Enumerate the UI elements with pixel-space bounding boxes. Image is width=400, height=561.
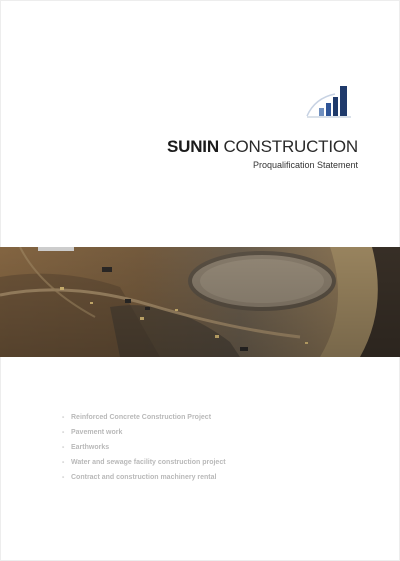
document-subtitle: Proqualification Statement bbox=[252, 160, 358, 170]
list-item bbox=[62, 414, 226, 429]
services-list bbox=[62, 414, 226, 489]
list-item bbox=[62, 459, 226, 474]
company-name-bold: SUNIN bbox=[167, 137, 219, 156]
company-name-light: CONSTRUCTION bbox=[223, 137, 358, 156]
list-bullet: - bbox=[62, 429, 65, 436]
list-item bbox=[62, 444, 226, 459]
list-item bbox=[62, 474, 226, 489]
building-bars-logo-icon bbox=[305, 84, 353, 120]
construction-site-photo bbox=[0, 247, 400, 357]
list-item-text: Contract and construction machinery rental bbox=[71, 474, 217, 481]
list-bullet: - bbox=[62, 474, 65, 481]
list-item bbox=[62, 429, 226, 444]
list-item-text: Earthworks bbox=[71, 444, 110, 451]
list-item-text: Pavement work bbox=[71, 429, 123, 436]
list-item-text: Water and sewage facility construction project bbox=[71, 459, 226, 466]
list-bullet: - bbox=[62, 459, 65, 466]
list-bullet: - bbox=[62, 444, 65, 451]
list-item-text: Reinforced Concrete Construction Project bbox=[71, 414, 212, 421]
list-bullet: - bbox=[62, 414, 65, 421]
company-name bbox=[167, 137, 358, 157]
